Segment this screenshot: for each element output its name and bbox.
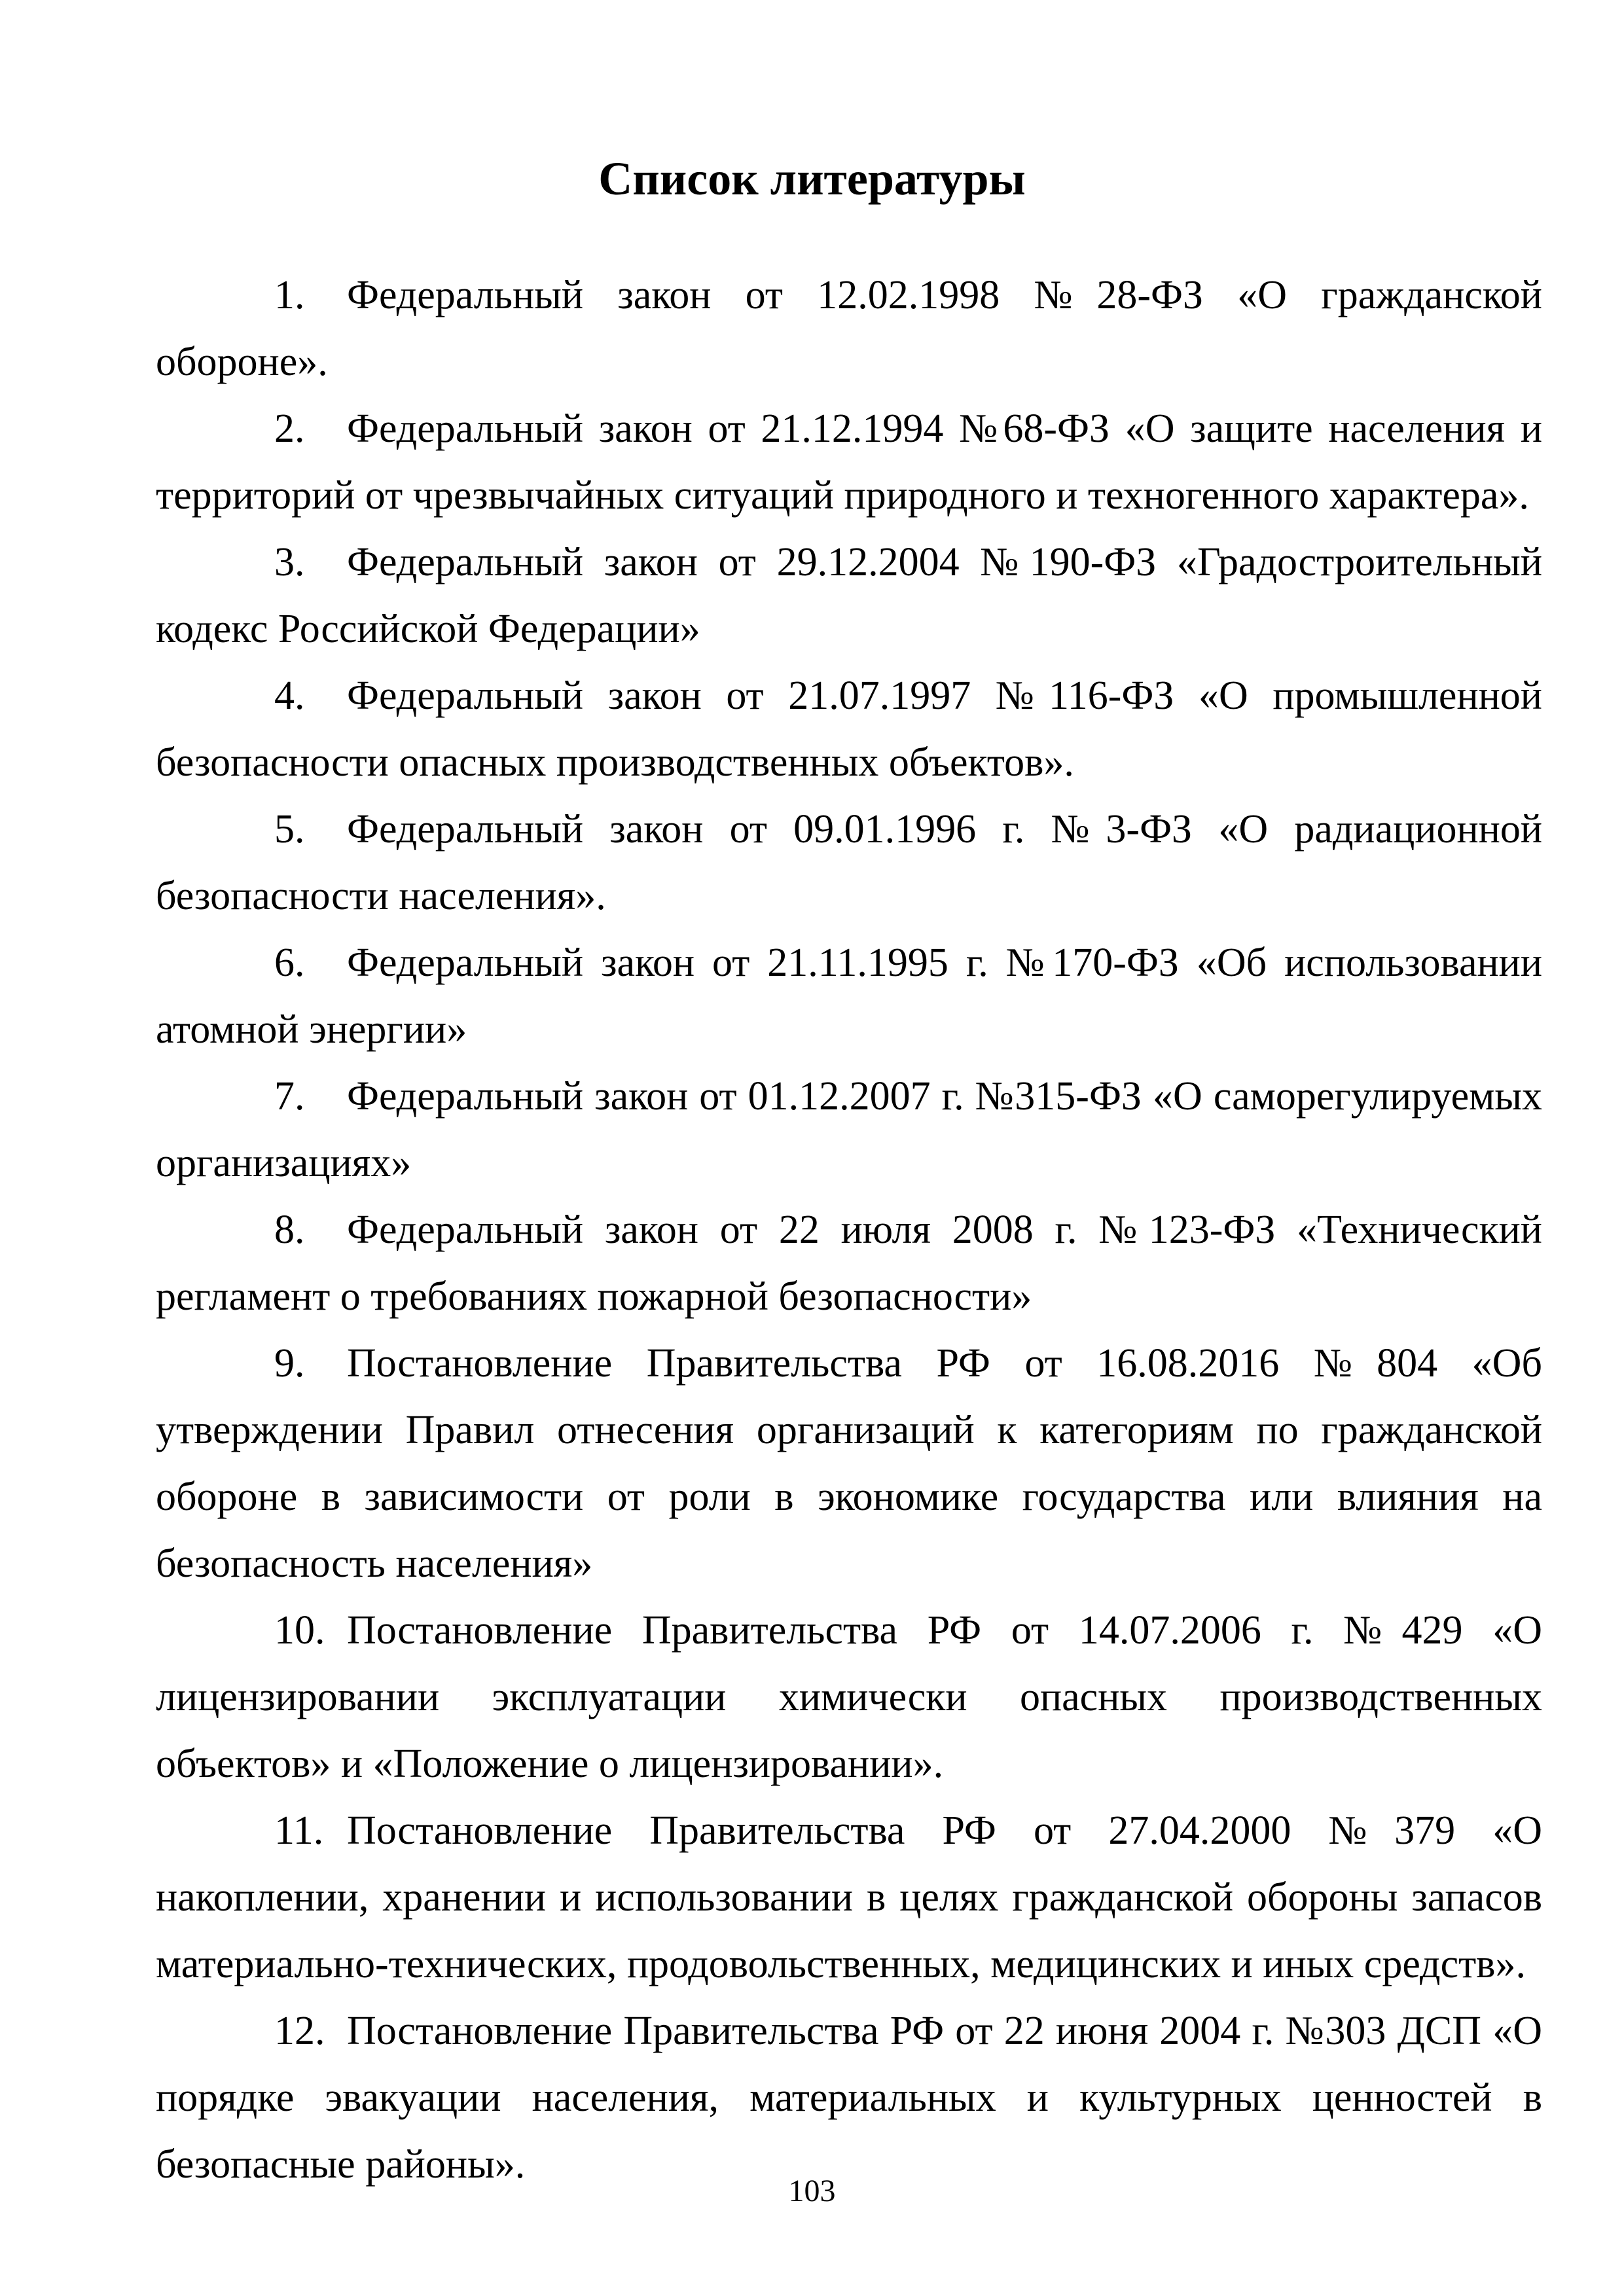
reference-number: 1. <box>274 273 305 317</box>
reference-text: Постановление Правительства РФ от 14.07.2006 г. №429 «О лицензировании эксплуатации химически опасных производственных объектов» и «Положение о лицензировании». <box>156 1608 1542 1786</box>
reference-number: 2. <box>274 406 305 451</box>
reference-text: Федеральный закон от 01.12.2007 г. №315-ФЗ «О саморегулируемых организациях» <box>156 1074 1542 1185</box>
reference-item <box>156 662 1542 796</box>
page-title: Список литературы <box>598 152 1026 205</box>
reference-number: 7. <box>274 1074 305 1119</box>
reference-text: Федеральный закон от 21.12.1994 №68-ФЗ «О защите населения и территорий от чрезвычайных ситуаций природного и техногенного характера». <box>156 406 1542 518</box>
reference-number: 5. <box>274 807 305 852</box>
reference-item <box>156 262 1542 395</box>
reference-number: 6. <box>274 941 305 985</box>
reference-item <box>156 1196 1542 1330</box>
reference-list <box>156 262 1542 2198</box>
reference-number: 11. <box>274 1808 324 1853</box>
reference-item <box>156 529 1542 662</box>
reference-number: 12. <box>274 2009 325 2053</box>
reference-number: 3. <box>274 540 305 584</box>
reference-text: Федеральный закон от 21.07.1997 №116-ФЗ «О промышленной безопасности опасных производственных объектов». <box>156 673 1542 785</box>
reference-text: Постановление Правительства РФ от 27.04.2000 №379 «О накоплении, хранении и использовании в целях гражданской обороны запасов материально-технических, продовольственных, медицинских и иных средств». <box>156 1808 1542 1986</box>
reference-item <box>156 1063 1542 1196</box>
reference-number: 10. <box>274 1608 325 1653</box>
page-number: 103 <box>788 2174 836 2208</box>
reference-item <box>156 395 1542 529</box>
reference-item <box>156 929 1542 1063</box>
reference-item <box>156 1998 1542 2198</box>
reference-text: Федеральный закон от 12.02.1998 №28-ФЗ «О гражданской обороне». <box>156 273 1542 384</box>
reference-text: Федеральный закон от 21.11.1995 г. №170-ФЗ «Об использовании атомной энергии» <box>156 941 1542 1052</box>
reference-text: Федеральный закон от 09.01.1996 г. №3-ФЗ «О радиационной безопасности населения». <box>156 807 1542 918</box>
reference-item <box>156 1597 1542 1797</box>
reference-number: 4. <box>274 673 305 718</box>
reference-item <box>156 1330 1542 1597</box>
reference-text: Постановление Правительства РФ от 22 июня 2004 г. №303 ДСП «О порядке эвакуации населения, материальных и культурных ценностей в безопасные районы». <box>156 2009 1542 2187</box>
reference-text: Федеральный закон от 22 июля 2008 г. №123-ФЗ «Технический регламент о требованиях пожарной безопасности» <box>156 1208 1542 1319</box>
reference-item <box>156 1797 1542 1998</box>
reference-number: 8. <box>274 1208 305 1252</box>
reference-text: Постановление Правительства РФ от 16.08.2016 №804 «Об утверждении Правил отнесения организаций к категориям по гражданской обороне в зависимости от роли в экономике государства или влияния на безопасность населения» <box>156 1341 1542 1586</box>
reference-item <box>156 796 1542 929</box>
reference-text: Федеральный закон от 29.12.2004 №190-ФЗ «Градостроительный кодекс Российской Федерации» <box>156 540 1542 651</box>
reference-number: 9. <box>274 1341 305 1386</box>
